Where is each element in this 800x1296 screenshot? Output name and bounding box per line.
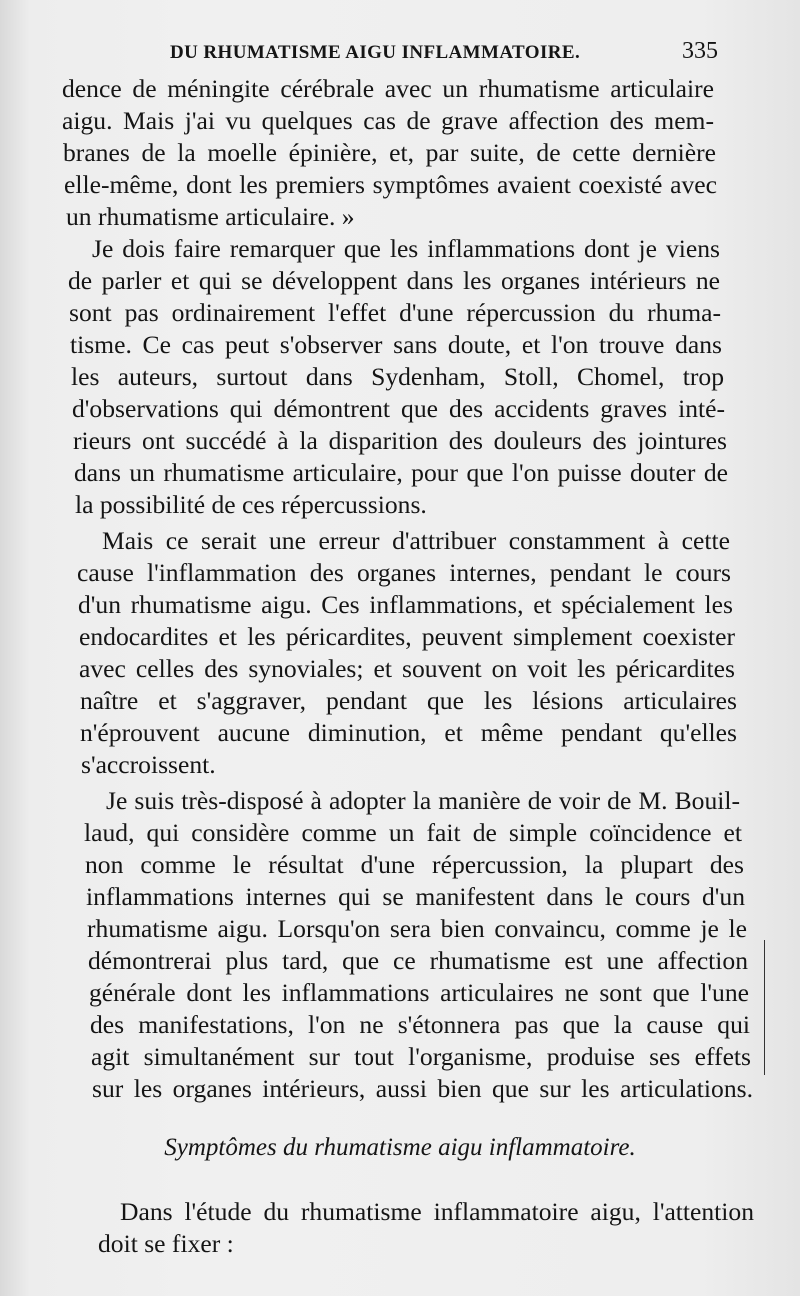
text-line: aigu. Mais j'ai vu quelques cas de grave affection des mem- [62,106,714,135]
section-title: Symptômes du rhumatisme aigu inflammatoire. [164,1134,636,1161]
text-line: sont pas ordinairement l'effet d'une répercussion du rhuma- [69,298,721,327]
running-title: DU RHUMATISME AIGU INFLAMMATOIRE. [170,42,581,63]
text-line: dans un rhumatisme articulaire, pour que l'on puisse douter de [74,458,728,487]
text-line: de parler et qui se développent dans les organes intérieurs ne [68,266,720,295]
paragraph-start-line: Dans l'étude du rhumatisme inflammatoire aigu, l'attention [120,1197,754,1226]
text-line: d'un rhumatisme aigu. Ces inflammations, et spécialement les [78,590,733,619]
text-line: doit se fixer : [98,1229,234,1258]
text-line: agit simultanément sur tout l'organisme, produise ses effets [91,1042,751,1071]
text-line: un rhumatisme articulaire. » [66,202,355,231]
text-line: d'observations qui démontrent que des accidents graves inté- [72,394,725,423]
text-line: elle-même, dont les premiers symptômes avaient coexisté avec [64,170,717,199]
text-line: avec celles des synoviales; et souvent on voit les péricardites [79,654,735,683]
text-line: endocardites et les péricardites, peuvent simplement coexister [79,622,735,651]
paragraph-start-line: Je suis très-disposé à adopter la manière de voir de M. Bouil- [106,786,740,815]
paragraph-start-line: Mais ce serait une erreur d'attribuer constamment à cette [102,526,730,555]
paragraph-start-line: Je dois faire remarquer que les inflammations dont je viens [92,234,720,263]
text-line: non comme le résultat d'une répercussion, la plupart des [85,850,744,879]
page-number: 335 [682,38,718,64]
margin-rule [764,940,765,1075]
text-line: générale dont les inflammations articulaires ne sont que l'une [89,978,749,1007]
text-line: naître et s'aggraver, pendant que les lésions articulaires [80,686,737,715]
text-line: les auteurs, surtout dans Sydenham, Stoll, Chomel, trop [71,362,724,391]
text-line: démontrerai plus tard, que ce rhumatisme est une affection [88,946,748,975]
text-line: rhumatisme aigu. Lorsqu'on sera bien convaincu, comme je le [87,914,747,943]
text-line: dence de méningite cérébrale avec un rhumatisme articulaire [62,74,714,103]
text-line: cause l'inflammation des organes internes, pendant le cours [77,558,731,587]
text-line: laud, qui considère comme un fait de simple coïncidence et [84,818,742,847]
text-line: des manifestations, l'on ne s'étonnera pas que la cause qui [90,1010,750,1039]
text-line: s'accroissent. [81,750,216,779]
text-line: tisme. Ce cas peut s'observer sans doute, et l'on trouve dans [70,330,722,359]
text-line: la possibilité de ces répercussions. [75,490,427,519]
text-line: sur les organes intérieurs, aussi bien que sur les articulations. [92,1074,753,1103]
text-line: inflammations internes qui se manifestent dans le cours d'un [86,882,745,911]
text-line: rieurs ont succédé à la disparition des douleurs des jointures [73,426,727,455]
text-line: n'éprouvent aucune diminution, et même pendant qu'elles [80,718,737,747]
running-header [170,38,718,68]
text-line: branes de la moelle épinière, et, par suite, de cette dernière [63,138,716,167]
